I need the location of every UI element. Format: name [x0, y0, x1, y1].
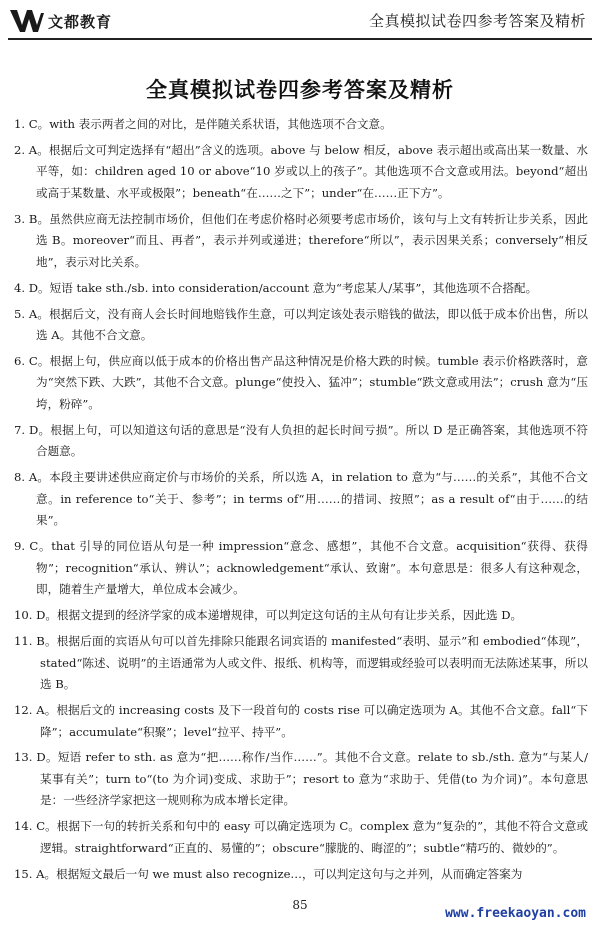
page-title: 全真模拟试卷四参考答案及精析: [146, 78, 454, 102]
answer-item: 6. C。根据上句，供应商以低于成本的价格出售产品这种情况是价格大跌的时候。tumble 表示价格跌落时，意为“突然下跌、大跌”，其他不合文意。plunge“使投入、猛冲”；stumble“跌文意或用法”；crush 意为“压垮，粉碎”。: [14, 353, 588, 412]
answer-item: 13. D。短语 refer to sth. as 意为“把……称作/当作……”。其他不合文意。relate to sb./sth. 意为“与某人/某事有关”；turn to“(to 为介词)变成、求助于”；resort to 意为“求助于、凭借(to 为介词)”。本句意思是：一些经济学家把这一规则称为成本增长定律。: [14, 750, 588, 808]
answer-item: 8. A。本段主要讲述供应商定价与市场价的关系，所以选 A，in relation to 意为“与……的关系”，其他不合文意。in reference to“关于、参考”；in terms of“用……的措词、按照”；as a result of“由于……的结果”。: [14, 470, 588, 528]
header-title: 全真模拟试卷四参考答案及精析: [368, 12, 586, 30]
answer-list: [14, 114, 588, 889]
answer-item: 2. A。根据后文可判定选择有“超出”含义的选项。above 与 below 相反，above 表示超出或高出某一数量、水平等，如：children aged 10 or above“10 岁或以上的孩子”。其他选项不合文意或用法。beyond“超出或高于某数量、水平或极限”；beneath“在……之下”；under“在……正下方”。: [14, 142, 588, 200]
answer-item: 7. D。根据上句，可以知道这句话的意思是“没有人负担的起长时间亏损”。所以 D 是正确答案，其他选项不符合题意。: [14, 422, 588, 459]
answer-item: 9. C。that 引导的同位语从句是一种 impression“意念、感想”，其他不合文意。acquisition“获得、获得物”；recognition“承认、辨认”；acknowledgement“承认、致谢”。本句意思是：很多人有这种观念，即，随着生产量增大，单位成本会减少。: [14, 539, 588, 597]
page-number: 85: [292, 898, 308, 912]
answer-item: 12. A。根据后文的 increasing costs 及下一段首句的 costs rise 可以确定选项为 A。其他不合文意。fall“下降”；accumulate“积聚”；level“拉平、持平”。: [14, 702, 588, 739]
brand-logo: [10, 8, 112, 34]
answer-item: 15. A。根据短文最后一句 we must also recognize…，可以判定这句与之并列，从而确定答案为: [14, 866, 523, 881]
page-header: [0, 0, 600, 44]
answer-item: 1. C。with 表示两者之间的对比，是伴随关系状语，其他选项不合文意。: [14, 117, 392, 131]
answer-item: 10. D。根据文提到的经济学家的成本递增规律，可以判定这句话的主从句有让步关系，因此选 D。: [14, 608, 523, 623]
site-url[interactable]: www.freekaoyan.com: [445, 906, 586, 921]
header-divider: [8, 38, 592, 40]
wendu-logo-icon: [10, 10, 44, 32]
logo-text: 文都教育: [48, 12, 113, 31]
answer-item: 11. B。根据后面的宾语从句可以首先排除只能跟名词宾语的 manifested“表明、显示”和 embodied“体现”，stated“陈述、说明”的主语通常为人或文件、报纸、机构等，而逻辑或经验可以表明而无法陈述某事，所以选 B。: [14, 633, 588, 692]
answer-item: 4. D。短语 take sth./sb. into consideration/account 意为“考虑某人/某事”，其他选项不合搭配。: [14, 280, 538, 295]
answer-item: 3. B。虽然供应商无法控制市场价，但他们在考虑价格时必须要考虑市场价，该句与上文有转折让步关系，因此选 B。moreover“而且、再者”，表示并列或递进；therefore“所以”，表示因果关系；conversely“相反地”，表示对比关系。: [14, 211, 588, 269]
answer-item: 5. A。根据后文，没有商人会长时间地赔钱作生意，可以判定该处表示赔钱的做法，即以低于成本价出售，所以选 A。其他不合文意。: [14, 306, 588, 343]
answer-item: 14. C。根据下一句的转折关系和句中的 easy 可以确定选项为 C。complex 意为“复杂的”，其他不符合文意或逻辑。straightforward“正直的、易懂的”；obscure“朦胧的、晦涩的”；subtle“精巧的、微妙的”。: [14, 819, 588, 855]
